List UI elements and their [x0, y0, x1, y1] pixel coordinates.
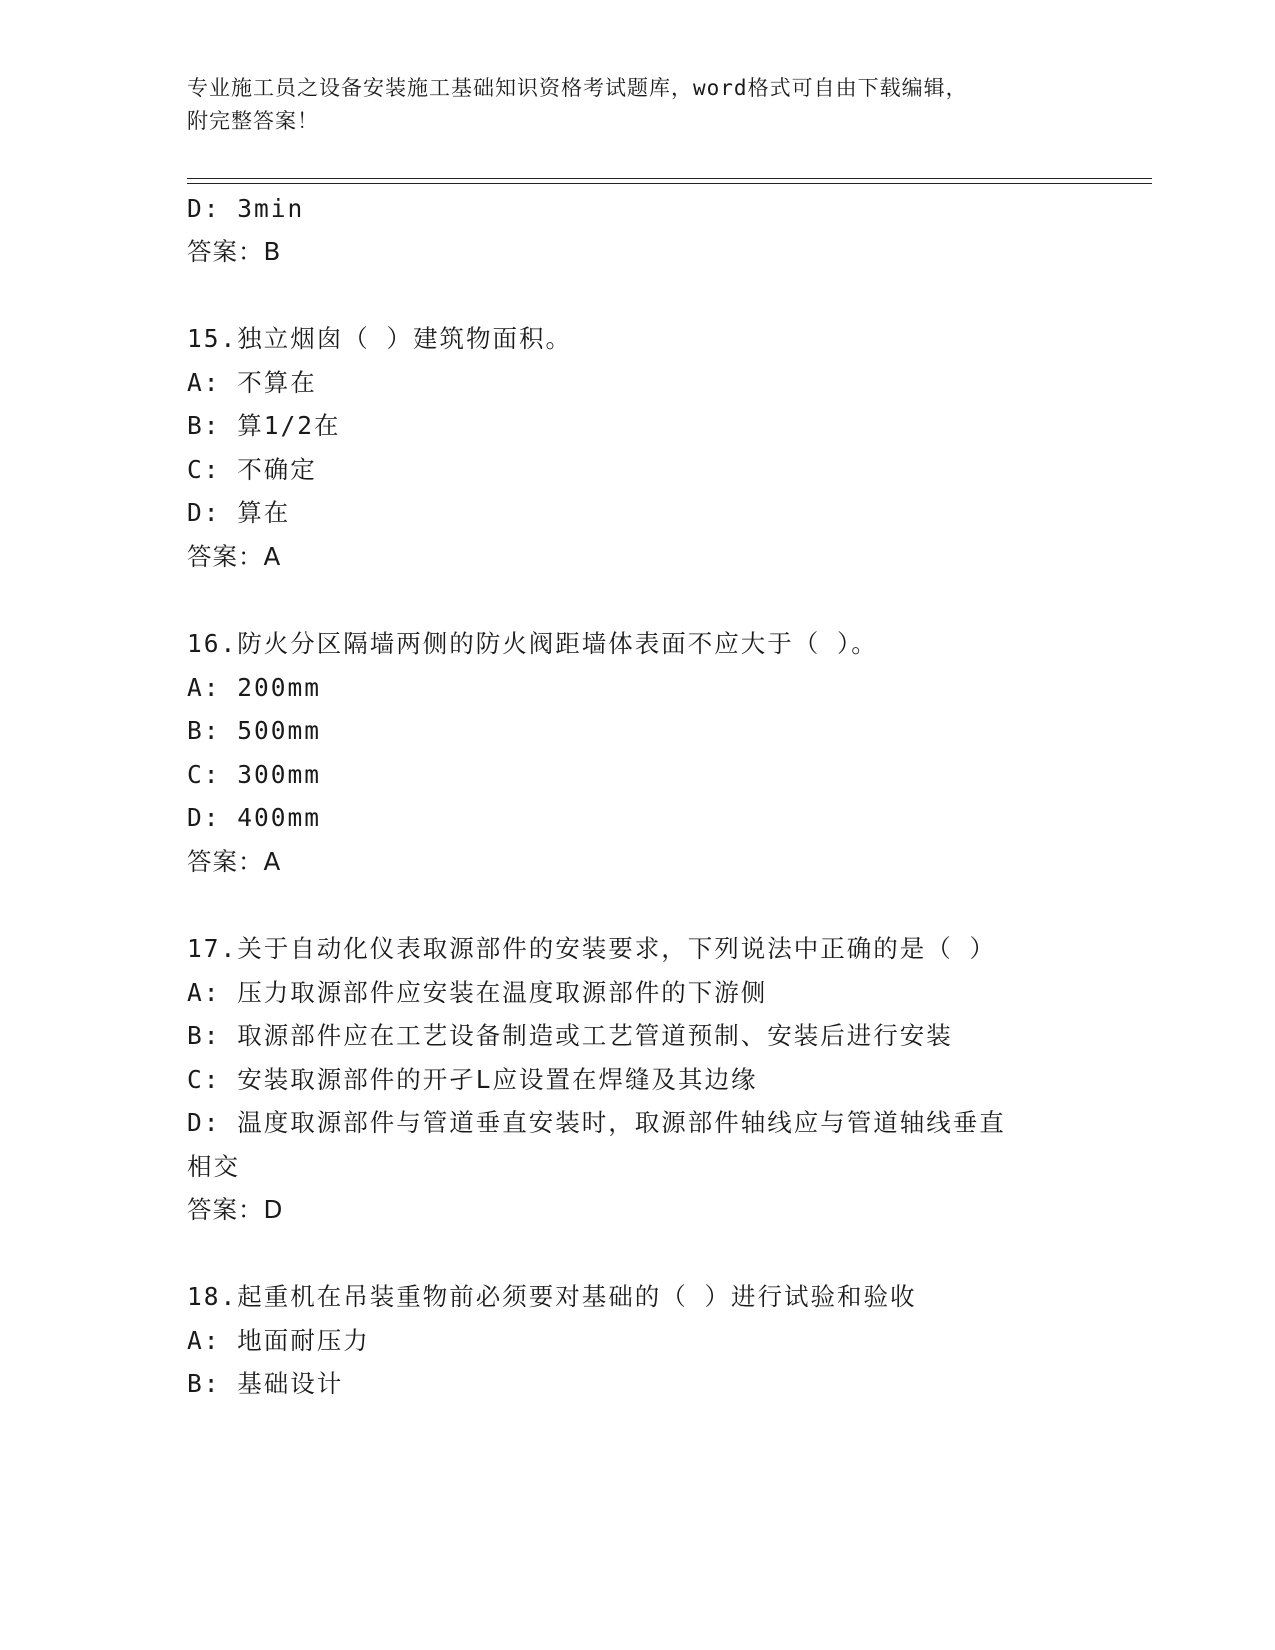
q16-option-c: C: 300mm [187, 760, 322, 789]
q16-option-a: A: 200mm [187, 673, 322, 702]
q15-option-b: B: 算1/2在 [187, 411, 341, 440]
question-15: 15.独立烟囱（ ）建筑物面积。 [187, 324, 572, 353]
q15-option-c: C: 不确定 [187, 455, 317, 484]
q17-option-b: B: 取源部件应在工艺设备制造或工艺管道预制、安装后进行安装 [187, 1021, 953, 1050]
q17-option-c: C: 安装取源部件的开孑L应设置在焊缝及其边缘 [187, 1065, 758, 1094]
question-18: 18.起重机在吊装重物前必须要对基础的（ ）进行试验和验收 [187, 1282, 917, 1311]
q16-answer: 答案：A [187, 847, 282, 876]
q17-answer: 答案：D [187, 1195, 284, 1224]
q17-option-d: D: 温度取源部件与管道垂直安装时，取源部件轴线应与管道轴线垂直 [187, 1108, 1006, 1137]
q15-option-a: A: 不算在 [187, 368, 317, 397]
q15-option-d: D: 算在 [187, 498, 291, 527]
q18-option-a: A: 地面耐压力 [187, 1326, 370, 1355]
option-d: D: 3min [187, 194, 305, 223]
q15-answer: 答案：A [187, 542, 282, 571]
question-16: 16.防火分区隔墙两侧的防火阀距墙体表面不应大于（ ）。 [187, 629, 878, 658]
header-title-line2: 附完整答案！ [187, 109, 319, 133]
header-divider-top [187, 178, 1152, 179]
q17-option-d-continued: 相交 [187, 1152, 240, 1181]
q17-option-a: A: 压力取源部件应安装在温度取源部件的下游侧 [187, 978, 768, 1007]
q18-option-b: B: 基础设计 [187, 1369, 344, 1398]
answer-line: 答案：B [187, 237, 282, 266]
q16-option-d: D: 400mm [187, 803, 322, 832]
question-17: 17.关于自动化仪表取源部件的安装要求，下列说法中正确的是（ ） [187, 934, 996, 963]
header-title-line1: 专业施工员之设备安装施工基础知识资格考试题库，word格式可自由下载编辑， [187, 76, 968, 100]
page-header [187, 72, 1107, 138]
q16-option-b: B: 500mm [187, 716, 322, 745]
header-divider-bottom [187, 183, 1152, 184]
